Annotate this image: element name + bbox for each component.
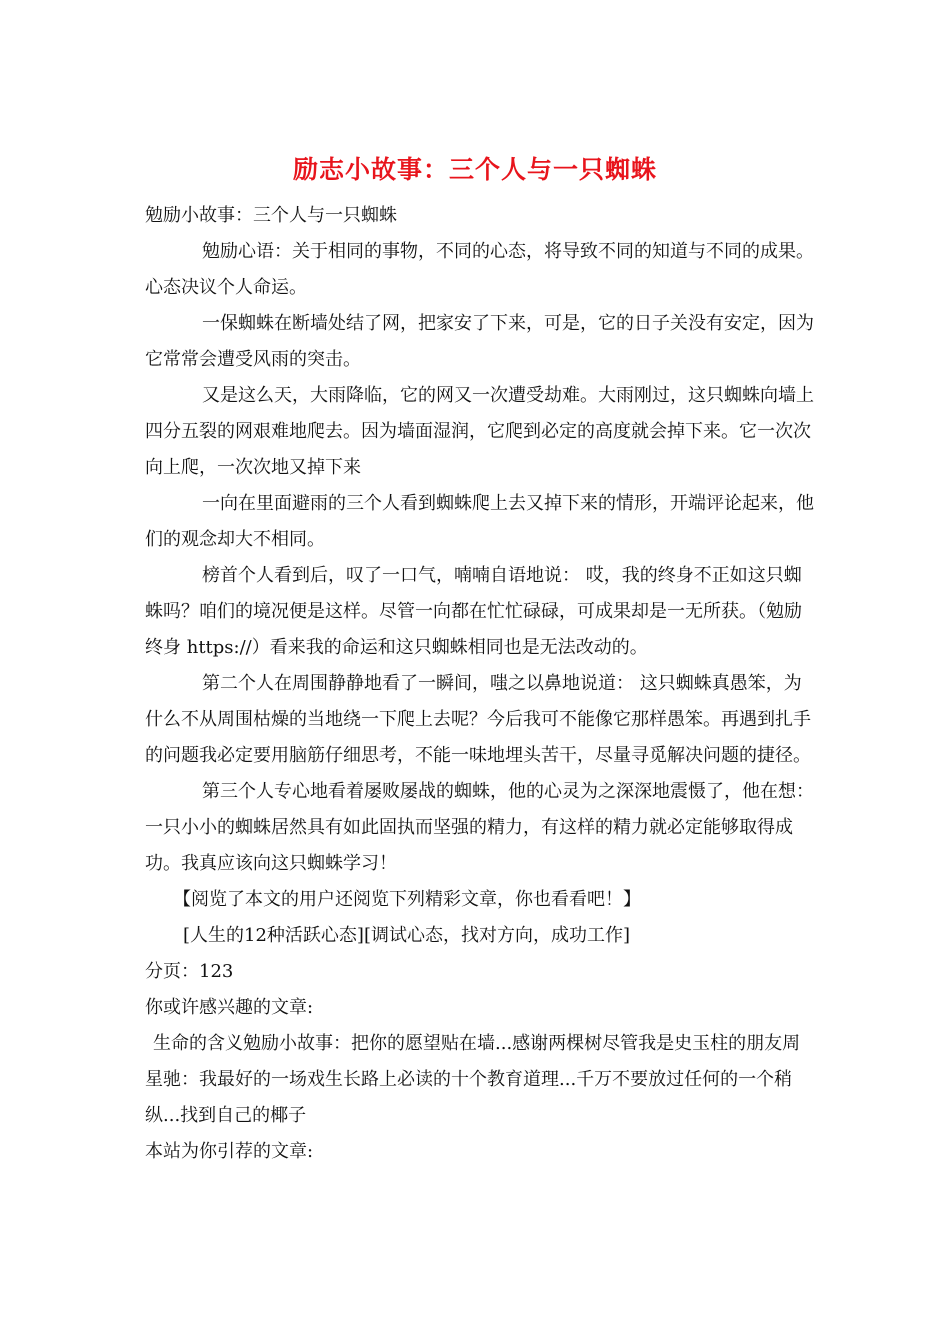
related-articles-links[interactable]: [人生的12种活跃心态][调试心态，找对方向，成功工作]	[183, 925, 630, 946]
interest-label: 你或许感兴趣的文章:	[145, 997, 314, 1018]
paragraph-spider-web: 一保蜘蛛在断墙处结了网，把家安了下来，可是，它的日子关没有安定，因为它常常会遭受风雨的突击。	[145, 313, 814, 370]
related-articles-header: 【阅览了本文的用户还阅览下列精彩文章，你也看看吧！】	[173, 889, 641, 910]
article-body	[145, 198, 817, 1170]
paragraph-three-people: 一向在里面避雨的三个人看到蜘蛛爬上去又掉下来的情形，开端评论起来，他们的观念却大不相同。	[145, 493, 814, 550]
paragraph-first-person: 榜首个人看到后，叹了一口气，喃喃自语地说： 哎，我的终身不正如这只蜘蛛吗？咱们的境况便是这样。尽管一向都在忙忙碌碌，可成果却是一无所获。（勉励终身 https://）看来我的命运和这只蜘蛛相同也是无法改动的。	[145, 565, 802, 658]
paragraph-motto: 勉励心语：关于相同的事物，不同的心态，将导致不同的知道与不同的成果。心态决议个人命运。	[145, 241, 814, 298]
recommend-label: 本站为你引荐的文章:	[145, 1141, 314, 1162]
page-title: 励志小故事：三个人与一只蜘蛛	[292, 155, 657, 184]
interest-article-list[interactable]: 生命的含义勉励小故事：把你的愿望贴在墙...感谢两棵树尽管我是史玉柱的朋友周星驰：我最好的一场戏生长路上必读的十个教育道理...千万不要放过任何的一个稍纵...找到自己的椰子	[145, 1033, 801, 1126]
article-subtitle: 勉励小故事：三个人与一只蜘蛛	[145, 205, 397, 226]
paragraph-third-person: 第三个人专心地看着屡败屡战的蜘蛛，他的心灵为之深深地震慑了，他在想： 一只小小的蜘蛛居然具有如此固执而坚强的精力，有这样的精力就必定能够取得成功。我真应该向这只蜘蛛学习！	[145, 781, 814, 874]
paragraph-second-person: 第二个人在周围静静地看了一瞬间，嗤之以鼻地说道： 这只蜘蛛真愚笨，为什么不从周围枯燥的当地绕一下爬上去呢？今后我可不能像它那样愚笨。再遇到扎手的问题我必定要用脑筋仔细思考，不能一味地埋头苦干，尽量寻觅解决问题的捷径。	[145, 673, 811, 766]
pagination[interactable]: 分页：123	[145, 961, 234, 982]
paragraph-rainstorm: 又是这么天，大雨降临，它的网又一次遭受劫难。大雨刚过，这只蜘蛛向墙上四分五裂的网艰难地爬去。因为墙面湿润，它爬到必定的高度就会掉下来。它一次次向上爬，一次次地又掉下来	[145, 385, 814, 478]
